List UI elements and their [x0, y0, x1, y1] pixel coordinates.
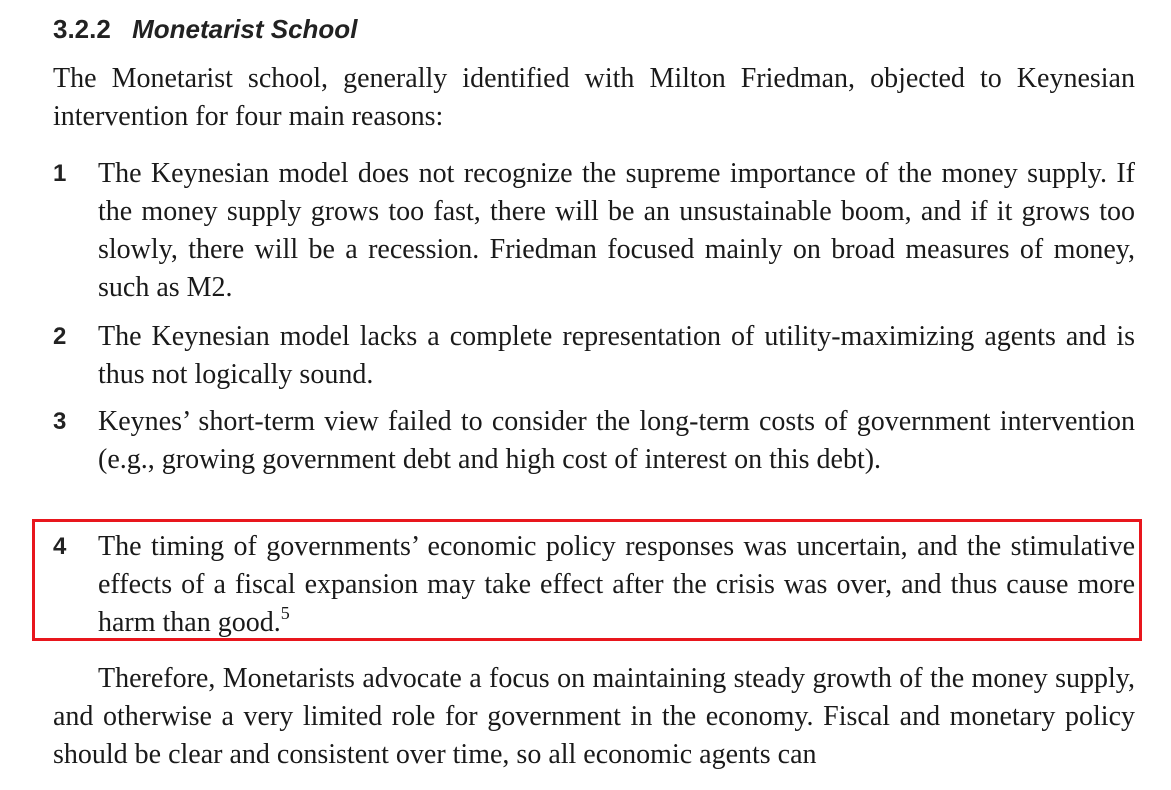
section-heading	[53, 12, 357, 46]
list-item-number: 4	[53, 533, 67, 560]
intro-paragraph: The Monetarist school, generally identified with Milton Friedman, objected to Keynesian intervention for four main reasons:	[53, 63, 1135, 132]
section-number: 3.2.2	[53, 14, 111, 44]
list-item-text: The Keynesian model does not recognize the supreme importance of the money supply. If the money supply grows too fast, there will be an unsustainable boom, and if it grows too slowly, there will be a recession. Friedman focused mainly on broad measures of money, such as M2.	[98, 158, 1135, 303]
list-item-text: Keynes’ short-term view failed to consider the long-term costs of government intervention (e.g., growing government debt and high cost of interest on this debt).	[98, 406, 1135, 475]
footnote-marker[interactable]: 5	[280, 603, 290, 623]
list-item-number: 3	[53, 408, 67, 435]
list-item-number: 1	[53, 160, 67, 187]
list-item-text	[98, 528, 1135, 642]
list-item-text: The Keynesian model lacks a complete representation of utility-maximizing agents and is thus not logically sound.	[98, 321, 1135, 390]
conclusion-paragraph: Therefore, Monetarists advocate a focus on maintaining steady growth of the money supply, and otherwise a very limited role for government in the economy. Fiscal and monetary policy should be clear and consistent over time, so all economic agents can	[53, 663, 1135, 770]
list-item-body: The timing of governments’ economic policy responses was uncertain, and the stimulative effects of a fiscal expansion may take effect after the crisis was over, and thus cause more harm than good.	[98, 531, 1135, 638]
section-title: Monetarist School	[132, 14, 358, 44]
list-item-number: 2	[53, 323, 67, 350]
